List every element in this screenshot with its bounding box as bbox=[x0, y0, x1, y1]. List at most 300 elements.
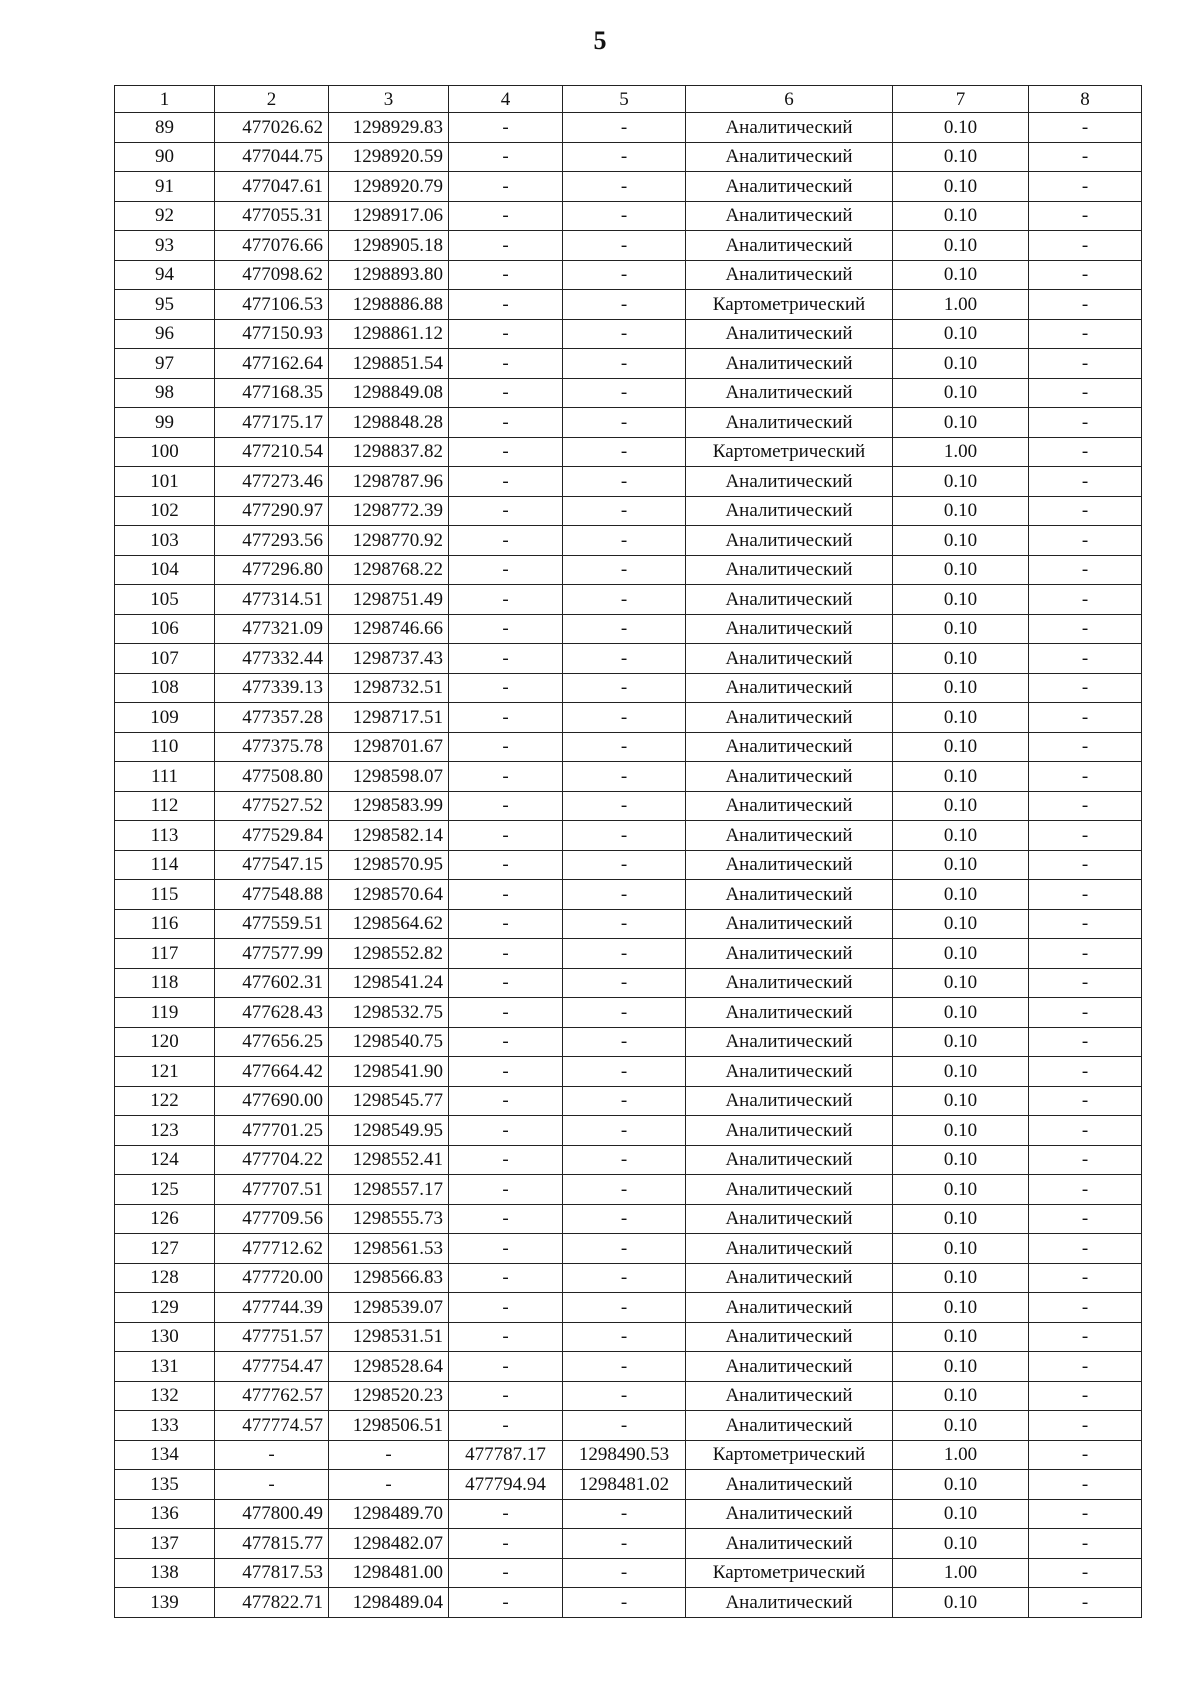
y-coordinate-cell: 1298851.54 bbox=[329, 349, 449, 379]
point-number-cell: 93 bbox=[115, 231, 215, 261]
method-cell: Аналитический bbox=[686, 1529, 893, 1559]
accuracy-cell: 0.10 bbox=[893, 260, 1029, 290]
point-number-cell: 129 bbox=[115, 1293, 215, 1323]
table-row bbox=[115, 231, 1142, 261]
method-cell: Аналитический bbox=[686, 1204, 893, 1234]
point-number-cell: 95 bbox=[115, 290, 215, 320]
column-header: 6 bbox=[686, 86, 893, 113]
new-x-coordinate-cell: - bbox=[449, 1411, 563, 1441]
description-cell: - bbox=[1029, 1558, 1142, 1588]
new-x-coordinate-cell: - bbox=[449, 1322, 563, 1352]
point-number-cell: 113 bbox=[115, 821, 215, 851]
method-cell: Аналитический bbox=[686, 880, 893, 910]
accuracy-cell: 0.10 bbox=[893, 172, 1029, 202]
y-coordinate-cell: 1298552.41 bbox=[329, 1145, 449, 1175]
new-y-coordinate-cell: - bbox=[563, 1381, 686, 1411]
table-row bbox=[115, 260, 1142, 290]
point-number-cell: 124 bbox=[115, 1145, 215, 1175]
method-cell: Аналитический bbox=[686, 555, 893, 585]
table-row bbox=[115, 526, 1142, 556]
accuracy-cell: 0.10 bbox=[893, 673, 1029, 703]
table-row bbox=[115, 1499, 1142, 1529]
accuracy-cell: 0.10 bbox=[893, 1263, 1029, 1293]
new-y-coordinate-cell: - bbox=[563, 644, 686, 674]
new-x-coordinate-cell: 477794.94 bbox=[449, 1470, 563, 1500]
table-row bbox=[115, 349, 1142, 379]
new-x-coordinate-cell: - bbox=[449, 1175, 563, 1205]
point-number-cell: 120 bbox=[115, 1027, 215, 1057]
method-cell: Аналитический bbox=[686, 1057, 893, 1087]
y-coordinate-cell: 1298598.07 bbox=[329, 762, 449, 792]
description-cell: - bbox=[1029, 1529, 1142, 1559]
new-y-coordinate-cell: - bbox=[563, 172, 686, 202]
y-coordinate-cell: 1298506.51 bbox=[329, 1411, 449, 1441]
accuracy-cell: 0.10 bbox=[893, 821, 1029, 851]
method-cell: Картометрический bbox=[686, 1440, 893, 1470]
method-cell: Аналитический bbox=[686, 850, 893, 880]
x-coordinate-cell: 477822.71 bbox=[215, 1588, 329, 1618]
description-cell: - bbox=[1029, 1263, 1142, 1293]
point-number-cell: 111 bbox=[115, 762, 215, 792]
x-coordinate-cell: 477150.93 bbox=[215, 319, 329, 349]
table-row bbox=[115, 673, 1142, 703]
new-x-coordinate-cell: - bbox=[449, 1381, 563, 1411]
accuracy-cell: 0.10 bbox=[893, 1145, 1029, 1175]
y-coordinate-cell: 1298570.95 bbox=[329, 850, 449, 880]
accuracy-cell: 1.00 bbox=[893, 1440, 1029, 1470]
point-number-cell: 106 bbox=[115, 614, 215, 644]
new-y-coordinate-cell: - bbox=[563, 585, 686, 615]
table-row bbox=[115, 1116, 1142, 1146]
description-cell: - bbox=[1029, 496, 1142, 526]
new-y-coordinate-cell: - bbox=[563, 290, 686, 320]
method-cell: Аналитический bbox=[686, 1086, 893, 1116]
new-x-coordinate-cell: - bbox=[449, 1234, 563, 1264]
table-row bbox=[115, 1381, 1142, 1411]
y-coordinate-cell: 1298482.07 bbox=[329, 1529, 449, 1559]
new-x-coordinate-cell: - bbox=[449, 496, 563, 526]
point-number-cell: 133 bbox=[115, 1411, 215, 1441]
new-y-coordinate-cell: - bbox=[563, 1234, 686, 1264]
method-cell: Аналитический bbox=[686, 939, 893, 969]
y-coordinate-cell: 1298886.88 bbox=[329, 290, 449, 320]
new-y-coordinate-cell: - bbox=[563, 142, 686, 172]
y-coordinate-cell: - bbox=[329, 1440, 449, 1470]
accuracy-cell: 0.10 bbox=[893, 1499, 1029, 1529]
y-coordinate-cell: 1298552.82 bbox=[329, 939, 449, 969]
accuracy-cell: 0.10 bbox=[893, 496, 1029, 526]
new-x-coordinate-cell: - bbox=[449, 880, 563, 910]
accuracy-cell: 0.10 bbox=[893, 644, 1029, 674]
new-y-coordinate-cell: 1298481.02 bbox=[563, 1470, 686, 1500]
accuracy-cell: 0.10 bbox=[893, 349, 1029, 379]
x-coordinate-cell: 477210.54 bbox=[215, 437, 329, 467]
accuracy-cell: 0.10 bbox=[893, 526, 1029, 556]
description-cell: - bbox=[1029, 526, 1142, 556]
description-cell: - bbox=[1029, 1352, 1142, 1382]
x-coordinate-cell: 477175.17 bbox=[215, 408, 329, 438]
x-coordinate-cell: 477751.57 bbox=[215, 1322, 329, 1352]
y-coordinate-cell: 1298787.96 bbox=[329, 467, 449, 497]
accuracy-cell: 0.10 bbox=[893, 378, 1029, 408]
table-header-row bbox=[115, 86, 1142, 113]
point-number-cell: 135 bbox=[115, 1470, 215, 1500]
new-y-coordinate-cell: - bbox=[563, 614, 686, 644]
x-coordinate-cell: 477754.47 bbox=[215, 1352, 329, 1382]
description-cell: - bbox=[1029, 939, 1142, 969]
x-coordinate-cell: 477602.31 bbox=[215, 968, 329, 998]
new-y-coordinate-cell: - bbox=[563, 319, 686, 349]
new-y-coordinate-cell: - bbox=[563, 1263, 686, 1293]
new-y-coordinate-cell: - bbox=[563, 1322, 686, 1352]
method-cell: Аналитический bbox=[686, 1116, 893, 1146]
point-number-cell: 102 bbox=[115, 496, 215, 526]
new-x-coordinate-cell: - bbox=[449, 703, 563, 733]
y-coordinate-cell: 1298737.43 bbox=[329, 644, 449, 674]
accuracy-cell: 0.10 bbox=[893, 319, 1029, 349]
new-x-coordinate-cell: - bbox=[449, 1263, 563, 1293]
description-cell: - bbox=[1029, 467, 1142, 497]
point-number-cell: 89 bbox=[115, 113, 215, 143]
new-x-coordinate-cell: - bbox=[449, 319, 563, 349]
new-x-coordinate-cell: - bbox=[449, 732, 563, 762]
accuracy-cell: 0.10 bbox=[893, 1057, 1029, 1087]
table-row bbox=[115, 1470, 1142, 1500]
table-row bbox=[115, 1293, 1142, 1323]
table-body bbox=[115, 113, 1142, 1618]
x-coordinate-cell: 477529.84 bbox=[215, 821, 329, 851]
new-x-coordinate-cell: 477787.17 bbox=[449, 1440, 563, 1470]
point-number-cell: 127 bbox=[115, 1234, 215, 1264]
y-coordinate-cell: 1298489.70 bbox=[329, 1499, 449, 1529]
accuracy-cell: 0.10 bbox=[893, 1588, 1029, 1618]
x-coordinate-cell: 477162.64 bbox=[215, 349, 329, 379]
method-cell: Аналитический bbox=[686, 968, 893, 998]
description-cell: - bbox=[1029, 142, 1142, 172]
x-coordinate-cell: 477106.53 bbox=[215, 290, 329, 320]
point-number-cell: 99 bbox=[115, 408, 215, 438]
method-cell: Аналитический bbox=[686, 998, 893, 1028]
new-x-coordinate-cell: - bbox=[449, 939, 563, 969]
new-y-coordinate-cell: - bbox=[563, 1027, 686, 1057]
table-row bbox=[115, 496, 1142, 526]
accuracy-cell: 0.10 bbox=[893, 113, 1029, 143]
new-x-coordinate-cell: - bbox=[449, 998, 563, 1028]
description-cell: - bbox=[1029, 673, 1142, 703]
point-number-cell: 130 bbox=[115, 1322, 215, 1352]
new-y-coordinate-cell: - bbox=[563, 791, 686, 821]
point-number-cell: 119 bbox=[115, 998, 215, 1028]
table-row bbox=[115, 998, 1142, 1028]
column-header: 8 bbox=[1029, 86, 1142, 113]
description-cell: - bbox=[1029, 555, 1142, 585]
method-cell: Аналитический bbox=[686, 732, 893, 762]
new-y-coordinate-cell: - bbox=[563, 1175, 686, 1205]
description-cell: - bbox=[1029, 437, 1142, 467]
point-number-cell: 100 bbox=[115, 437, 215, 467]
y-coordinate-cell: 1298561.53 bbox=[329, 1234, 449, 1264]
x-coordinate-cell: 477656.25 bbox=[215, 1027, 329, 1057]
y-coordinate-cell: 1298917.06 bbox=[329, 201, 449, 231]
accuracy-cell: 1.00 bbox=[893, 437, 1029, 467]
description-cell: - bbox=[1029, 378, 1142, 408]
new-x-coordinate-cell: - bbox=[449, 467, 563, 497]
method-cell: Аналитический bbox=[686, 231, 893, 261]
table-row bbox=[115, 644, 1142, 674]
point-number-cell: 91 bbox=[115, 172, 215, 202]
y-coordinate-cell: 1298861.12 bbox=[329, 319, 449, 349]
y-coordinate-cell: 1298746.66 bbox=[329, 614, 449, 644]
new-x-coordinate-cell: - bbox=[449, 201, 563, 231]
table-row bbox=[115, 1234, 1142, 1264]
new-x-coordinate-cell: - bbox=[449, 349, 563, 379]
method-cell: Аналитический bbox=[686, 1381, 893, 1411]
new-y-coordinate-cell: - bbox=[563, 1588, 686, 1618]
method-cell: Аналитический bbox=[686, 1175, 893, 1205]
table-row bbox=[115, 1588, 1142, 1618]
table-row bbox=[115, 585, 1142, 615]
accuracy-cell: 0.10 bbox=[893, 1322, 1029, 1352]
accuracy-cell: 0.10 bbox=[893, 1234, 1029, 1264]
new-y-coordinate-cell: - bbox=[563, 1558, 686, 1588]
new-y-coordinate-cell: - bbox=[563, 880, 686, 910]
new-y-coordinate-cell: - bbox=[563, 1293, 686, 1323]
new-x-coordinate-cell: - bbox=[449, 526, 563, 556]
accuracy-cell: 0.10 bbox=[893, 555, 1029, 585]
description-cell: - bbox=[1029, 909, 1142, 939]
method-cell: Аналитический bbox=[686, 349, 893, 379]
x-coordinate-cell: 477047.61 bbox=[215, 172, 329, 202]
method-cell: Аналитический bbox=[686, 614, 893, 644]
accuracy-cell: 0.10 bbox=[893, 850, 1029, 880]
accuracy-cell: 0.10 bbox=[893, 1027, 1029, 1057]
accuracy-cell: 0.10 bbox=[893, 1204, 1029, 1234]
x-coordinate-cell: 477712.62 bbox=[215, 1234, 329, 1264]
new-y-coordinate-cell: - bbox=[563, 1116, 686, 1146]
table-row bbox=[115, 791, 1142, 821]
point-number-cell: 103 bbox=[115, 526, 215, 556]
description-cell: - bbox=[1029, 732, 1142, 762]
table-row bbox=[115, 762, 1142, 792]
point-number-cell: 96 bbox=[115, 319, 215, 349]
description-cell: - bbox=[1029, 644, 1142, 674]
x-coordinate-cell: 477168.35 bbox=[215, 378, 329, 408]
point-number-cell: 138 bbox=[115, 1558, 215, 1588]
table-row bbox=[115, 1027, 1142, 1057]
x-coordinate-cell: 477321.09 bbox=[215, 614, 329, 644]
x-coordinate-cell: 477628.43 bbox=[215, 998, 329, 1028]
new-y-coordinate-cell: - bbox=[563, 1057, 686, 1087]
table-row bbox=[115, 1204, 1142, 1234]
new-x-coordinate-cell: - bbox=[449, 142, 563, 172]
x-coordinate-cell: 477273.46 bbox=[215, 467, 329, 497]
point-number-cell: 136 bbox=[115, 1499, 215, 1529]
description-cell: - bbox=[1029, 1086, 1142, 1116]
new-x-coordinate-cell: - bbox=[449, 1558, 563, 1588]
y-coordinate-cell: 1298532.75 bbox=[329, 998, 449, 1028]
new-y-coordinate-cell: - bbox=[563, 1086, 686, 1116]
x-coordinate-cell: 477664.42 bbox=[215, 1057, 329, 1087]
point-number-cell: 115 bbox=[115, 880, 215, 910]
page-number: 5 bbox=[593, 26, 607, 55]
x-coordinate-cell: 477548.88 bbox=[215, 880, 329, 910]
x-coordinate-cell: 477508.80 bbox=[215, 762, 329, 792]
y-coordinate-cell: 1298583.99 bbox=[329, 791, 449, 821]
method-cell: Аналитический bbox=[686, 1499, 893, 1529]
description-cell: - bbox=[1029, 1145, 1142, 1175]
method-cell: Аналитический bbox=[686, 260, 893, 290]
y-coordinate-cell: 1298540.75 bbox=[329, 1027, 449, 1057]
new-x-coordinate-cell: - bbox=[449, 585, 563, 615]
new-y-coordinate-cell: - bbox=[563, 201, 686, 231]
y-coordinate-cell: 1298920.79 bbox=[329, 172, 449, 202]
description-cell: - bbox=[1029, 113, 1142, 143]
x-coordinate-cell: 477290.97 bbox=[215, 496, 329, 526]
y-coordinate-cell: 1298531.51 bbox=[329, 1322, 449, 1352]
method-cell: Аналитический bbox=[686, 319, 893, 349]
accuracy-cell: 0.10 bbox=[893, 1086, 1029, 1116]
accuracy-cell: 0.10 bbox=[893, 1293, 1029, 1323]
y-coordinate-cell: 1298701.67 bbox=[329, 732, 449, 762]
point-number-cell: 105 bbox=[115, 585, 215, 615]
y-coordinate-cell: 1298564.62 bbox=[329, 909, 449, 939]
method-cell: Аналитический bbox=[686, 1322, 893, 1352]
new-x-coordinate-cell: - bbox=[449, 762, 563, 792]
x-coordinate-cell: 477709.56 bbox=[215, 1204, 329, 1234]
accuracy-cell: 0.10 bbox=[893, 1529, 1029, 1559]
new-x-coordinate-cell: - bbox=[449, 1057, 563, 1087]
new-x-coordinate-cell: - bbox=[449, 850, 563, 880]
new-y-coordinate-cell: - bbox=[563, 939, 686, 969]
new-y-coordinate-cell: - bbox=[563, 555, 686, 585]
description-cell: - bbox=[1029, 290, 1142, 320]
new-x-coordinate-cell: - bbox=[449, 1086, 563, 1116]
description-cell: - bbox=[1029, 968, 1142, 998]
point-number-cell: 97 bbox=[115, 349, 215, 379]
description-cell: - bbox=[1029, 850, 1142, 880]
point-number-cell: 110 bbox=[115, 732, 215, 762]
new-x-coordinate-cell: - bbox=[449, 260, 563, 290]
accuracy-cell: 0.10 bbox=[893, 467, 1029, 497]
method-cell: Аналитический bbox=[686, 791, 893, 821]
point-number-cell: 134 bbox=[115, 1440, 215, 1470]
new-x-coordinate-cell: - bbox=[449, 408, 563, 438]
accuracy-cell: 0.10 bbox=[893, 968, 1029, 998]
table-row bbox=[115, 408, 1142, 438]
new-y-coordinate-cell: - bbox=[563, 762, 686, 792]
new-y-coordinate-cell: - bbox=[563, 1529, 686, 1559]
table-row bbox=[115, 1529, 1142, 1559]
new-y-coordinate-cell: - bbox=[563, 732, 686, 762]
point-number-cell: 92 bbox=[115, 201, 215, 231]
y-coordinate-cell: 1298717.51 bbox=[329, 703, 449, 733]
x-coordinate-cell: 477707.51 bbox=[215, 1175, 329, 1205]
y-coordinate-cell: 1298541.24 bbox=[329, 968, 449, 998]
description-cell: - bbox=[1029, 1411, 1142, 1441]
method-cell: Аналитический bbox=[686, 113, 893, 143]
new-y-coordinate-cell: - bbox=[563, 998, 686, 1028]
new-x-coordinate-cell: - bbox=[449, 113, 563, 143]
x-coordinate-cell: 477332.44 bbox=[215, 644, 329, 674]
y-coordinate-cell: 1298751.49 bbox=[329, 585, 449, 615]
table-row bbox=[115, 880, 1142, 910]
y-coordinate-cell: 1298929.83 bbox=[329, 113, 449, 143]
y-coordinate-cell: 1298549.95 bbox=[329, 1116, 449, 1146]
method-cell: Картометрический bbox=[686, 290, 893, 320]
new-y-coordinate-cell: - bbox=[563, 909, 686, 939]
table-row bbox=[115, 909, 1142, 939]
new-x-coordinate-cell: - bbox=[449, 231, 563, 261]
table-row bbox=[115, 1558, 1142, 1588]
method-cell: Аналитический bbox=[686, 1293, 893, 1323]
new-x-coordinate-cell: - bbox=[449, 791, 563, 821]
x-coordinate-cell: 477044.75 bbox=[215, 142, 329, 172]
y-coordinate-cell: 1298545.77 bbox=[329, 1086, 449, 1116]
method-cell: Аналитический bbox=[686, 467, 893, 497]
point-number-cell: 121 bbox=[115, 1057, 215, 1087]
x-coordinate-cell: 477296.80 bbox=[215, 555, 329, 585]
column-header: 2 bbox=[215, 86, 329, 113]
new-y-coordinate-cell: - bbox=[563, 467, 686, 497]
table-row bbox=[115, 467, 1142, 497]
method-cell: Аналитический bbox=[686, 172, 893, 202]
point-number-cell: 90 bbox=[115, 142, 215, 172]
new-y-coordinate-cell: - bbox=[563, 673, 686, 703]
column-header: 7 bbox=[893, 86, 1029, 113]
new-x-coordinate-cell: - bbox=[449, 1293, 563, 1323]
point-number-cell: 122 bbox=[115, 1086, 215, 1116]
new-y-coordinate-cell: - bbox=[563, 408, 686, 438]
new-x-coordinate-cell: - bbox=[449, 1499, 563, 1529]
new-y-coordinate-cell: - bbox=[563, 526, 686, 556]
y-coordinate-cell: 1298772.39 bbox=[329, 496, 449, 526]
new-x-coordinate-cell: - bbox=[449, 1204, 563, 1234]
new-x-coordinate-cell: - bbox=[449, 1116, 563, 1146]
new-x-coordinate-cell: - bbox=[449, 1352, 563, 1382]
y-coordinate-cell: 1298557.17 bbox=[329, 1175, 449, 1205]
description-cell: - bbox=[1029, 172, 1142, 202]
description-cell: - bbox=[1029, 349, 1142, 379]
accuracy-cell: 0.10 bbox=[893, 762, 1029, 792]
table-row bbox=[115, 1175, 1142, 1205]
description-cell: - bbox=[1029, 880, 1142, 910]
table-row bbox=[115, 555, 1142, 585]
method-cell: Аналитический bbox=[686, 673, 893, 703]
accuracy-cell: 0.10 bbox=[893, 1175, 1029, 1205]
new-y-coordinate-cell: - bbox=[563, 1499, 686, 1529]
new-y-coordinate-cell: - bbox=[563, 1204, 686, 1234]
x-coordinate-cell: 477527.52 bbox=[215, 791, 329, 821]
x-coordinate-cell: 477055.31 bbox=[215, 201, 329, 231]
description-cell: - bbox=[1029, 703, 1142, 733]
new-y-coordinate-cell: - bbox=[563, 1411, 686, 1441]
method-cell: Аналитический bbox=[686, 142, 893, 172]
new-y-coordinate-cell: - bbox=[563, 349, 686, 379]
y-coordinate-cell: 1298539.07 bbox=[329, 1293, 449, 1323]
description-cell: - bbox=[1029, 1588, 1142, 1618]
y-coordinate-cell: 1298520.23 bbox=[329, 1381, 449, 1411]
x-coordinate-cell: 477815.77 bbox=[215, 1529, 329, 1559]
accuracy-cell: 0.10 bbox=[893, 791, 1029, 821]
table-row bbox=[115, 142, 1142, 172]
y-coordinate-cell: 1298555.73 bbox=[329, 1204, 449, 1234]
new-x-coordinate-cell: - bbox=[449, 437, 563, 467]
description-cell: - bbox=[1029, 1116, 1142, 1146]
y-coordinate-cell: 1298849.08 bbox=[329, 378, 449, 408]
coordinates-table bbox=[114, 85, 1142, 1618]
column-header: 3 bbox=[329, 86, 449, 113]
description-cell: - bbox=[1029, 762, 1142, 792]
